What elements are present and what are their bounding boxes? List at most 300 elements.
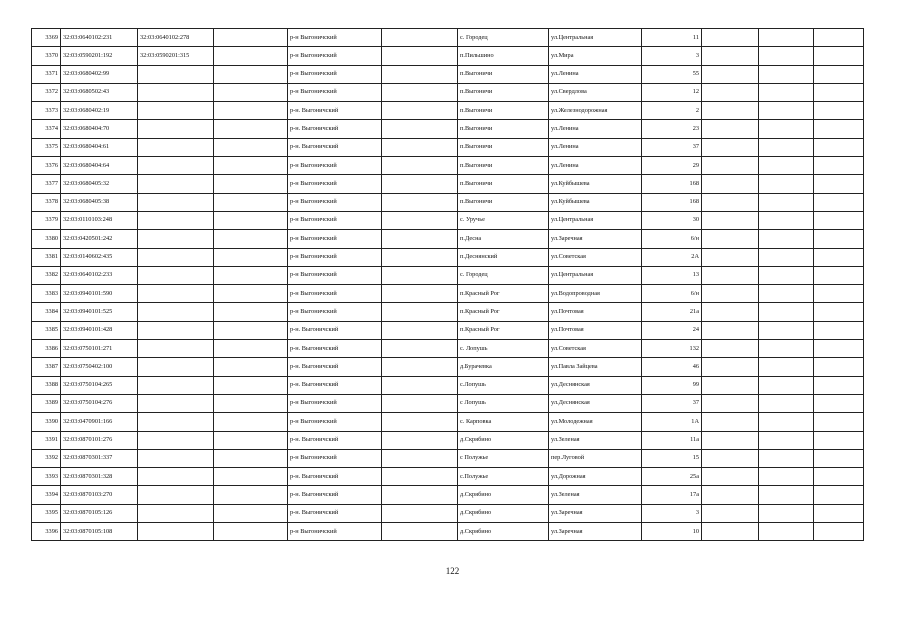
empty-cell	[382, 29, 458, 47]
district: р-н Выгоничский	[288, 65, 382, 83]
empty-cell	[759, 193, 814, 211]
row-number: 3387	[32, 358, 61, 376]
empty-cell	[759, 285, 814, 303]
table-row	[32, 449, 864, 467]
empty-cell	[814, 83, 864, 101]
empty-cell	[702, 285, 759, 303]
empty-cell	[702, 120, 759, 138]
empty-cell	[214, 65, 288, 83]
district: р-н. Выгоничский	[288, 120, 382, 138]
cadastral-number: 32:03:0870101:276	[61, 431, 138, 449]
empty-cell	[759, 394, 814, 412]
table-row	[32, 65, 864, 83]
row-number: 3388	[32, 376, 61, 394]
district: р-н Выгоничский	[288, 285, 382, 303]
house-number: 13	[642, 266, 702, 284]
empty-cell	[702, 193, 759, 211]
cadastral-number-2	[138, 486, 214, 504]
table-row	[32, 157, 864, 175]
cadastral-number: 32:03:0870105:126	[61, 504, 138, 522]
street: пер.Луговой	[549, 449, 642, 467]
row-number: 3389	[32, 394, 61, 412]
empty-cell	[214, 358, 288, 376]
house-number: 46	[642, 358, 702, 376]
cadastral-number-2	[138, 523, 214, 541]
empty-cell	[814, 303, 864, 321]
empty-cell	[382, 266, 458, 284]
empty-cell	[814, 175, 864, 193]
empty-cell	[814, 285, 864, 303]
empty-cell	[814, 504, 864, 522]
street: ул.Ленина	[549, 120, 642, 138]
cadastral-number: 32:03:0640102:233	[61, 266, 138, 284]
empty-cell	[214, 157, 288, 175]
house-number: 132	[642, 340, 702, 358]
cadastral-number-2	[138, 102, 214, 120]
cadastral-number: 32:03:0870301:328	[61, 468, 138, 486]
table-row	[32, 29, 864, 47]
empty-cell	[702, 358, 759, 376]
locality: с. Городец	[458, 29, 549, 47]
cadastral-number: 32:03:0680404:64	[61, 157, 138, 175]
cadastral-number: 32:03:0750402:100	[61, 358, 138, 376]
table-row	[32, 230, 864, 248]
street: ул.Дорожная	[549, 468, 642, 486]
row-number: 3377	[32, 175, 61, 193]
locality: п.Выгоничи	[458, 138, 549, 156]
empty-cell	[759, 138, 814, 156]
district: р-н Выгоничский	[288, 230, 382, 248]
empty-cell	[814, 193, 864, 211]
empty-cell	[214, 468, 288, 486]
empty-cell	[382, 468, 458, 486]
cadastral-number-2	[138, 266, 214, 284]
empty-cell	[382, 65, 458, 83]
table-row	[32, 211, 864, 229]
row-number: 3394	[32, 486, 61, 504]
cadastral-number-2	[138, 413, 214, 431]
locality: п.Выгоничи	[458, 102, 549, 120]
cadastral-number-2	[138, 193, 214, 211]
street: ул.Свердлова	[549, 83, 642, 101]
empty-cell	[702, 431, 759, 449]
district: р-н Выгоничский	[288, 47, 382, 65]
street: ул.Ленина	[549, 65, 642, 83]
house-number: 168	[642, 175, 702, 193]
street: ул.Ленина	[549, 138, 642, 156]
cadastral-number: 32:03:0470901:166	[61, 413, 138, 431]
locality: с. Карповка	[458, 413, 549, 431]
house-number: 6/н	[642, 230, 702, 248]
row-number: 3382	[32, 266, 61, 284]
cadastral-number: 32:03:0680405:32	[61, 175, 138, 193]
row-number: 3386	[32, 340, 61, 358]
district: р-н. Выгоничский	[288, 468, 382, 486]
locality: п.Десна	[458, 230, 549, 248]
cadastral-number: 32:03:0140602:435	[61, 248, 138, 266]
cadastral-number-2	[138, 83, 214, 101]
house-number: 2	[642, 102, 702, 120]
cadastral-number: 32:03:0680404:61	[61, 138, 138, 156]
empty-cell	[382, 340, 458, 358]
empty-cell	[702, 486, 759, 504]
table-row	[32, 193, 864, 211]
empty-cell	[759, 340, 814, 358]
empty-cell	[702, 523, 759, 541]
empty-cell	[814, 486, 864, 504]
cadastral-number: 32:03:0940101:590	[61, 285, 138, 303]
table-row	[32, 376, 864, 394]
empty-cell	[214, 102, 288, 120]
cadastral-number: 32:03:0680402:99	[61, 65, 138, 83]
row-number: 3369	[32, 29, 61, 47]
empty-cell	[702, 230, 759, 248]
empty-cell	[814, 248, 864, 266]
district: р-н. Выгоничский	[288, 431, 382, 449]
empty-cell	[702, 138, 759, 156]
row-number: 3392	[32, 449, 61, 467]
empty-cell	[214, 211, 288, 229]
table-row	[32, 175, 864, 193]
row-number: 3385	[32, 321, 61, 339]
table-row	[32, 394, 864, 412]
empty-cell	[382, 211, 458, 229]
empty-cell	[759, 358, 814, 376]
locality: с.Лопушь	[458, 376, 549, 394]
house-number: 15	[642, 449, 702, 467]
empty-cell	[702, 157, 759, 175]
table-row	[32, 523, 864, 541]
empty-cell	[759, 431, 814, 449]
cadastral-number-2	[138, 358, 214, 376]
street: ул.Центральная	[549, 29, 642, 47]
locality: п.Деснянский	[458, 248, 549, 266]
empty-cell	[214, 138, 288, 156]
locality: п.Выгоничи	[458, 175, 549, 193]
empty-cell	[702, 29, 759, 47]
cadastral-number-2	[138, 248, 214, 266]
empty-cell	[214, 431, 288, 449]
empty-cell	[814, 29, 864, 47]
row-number: 3393	[32, 468, 61, 486]
empty-cell	[382, 303, 458, 321]
empty-cell	[759, 248, 814, 266]
empty-cell	[702, 47, 759, 65]
empty-cell	[814, 138, 864, 156]
table-row	[32, 413, 864, 431]
cadastral-number: 32:03:0870103:270	[61, 486, 138, 504]
street: ул.Почтовая	[549, 321, 642, 339]
cadastral-number: 32:03:0680502:43	[61, 83, 138, 101]
house-number: 11а	[642, 431, 702, 449]
house-number: 10	[642, 523, 702, 541]
empty-cell	[382, 175, 458, 193]
district: р-н Выгоничский	[288, 157, 382, 175]
empty-cell	[702, 65, 759, 83]
cadastral-number-2	[138, 431, 214, 449]
empty-cell	[759, 211, 814, 229]
street: ул.Железнодорожная	[549, 102, 642, 120]
cadastral-number-2	[138, 157, 214, 175]
empty-cell	[759, 523, 814, 541]
cadastral-number-2	[138, 285, 214, 303]
empty-cell	[214, 394, 288, 412]
street: ул.Деснянская	[549, 394, 642, 412]
cadastral-number-2	[138, 120, 214, 138]
house-number: 25а	[642, 468, 702, 486]
empty-cell	[382, 504, 458, 522]
empty-cell	[814, 394, 864, 412]
district: р-н Выгоничский	[288, 449, 382, 467]
house-number: 37	[642, 138, 702, 156]
table-row	[32, 486, 864, 504]
district: р-н Выгоничский	[288, 394, 382, 412]
cadastral-number-2	[138, 340, 214, 358]
house-number: 29	[642, 157, 702, 175]
empty-cell	[214, 230, 288, 248]
row-number: 3383	[32, 285, 61, 303]
street: ул.Почтовая	[549, 303, 642, 321]
empty-cell	[759, 83, 814, 101]
empty-cell	[214, 47, 288, 65]
empty-cell	[214, 120, 288, 138]
empty-cell	[214, 266, 288, 284]
empty-cell	[214, 303, 288, 321]
street: ул.Куйбышева	[549, 193, 642, 211]
district: р-н. Выгоничский	[288, 102, 382, 120]
empty-cell	[759, 321, 814, 339]
empty-cell	[702, 468, 759, 486]
empty-cell	[814, 102, 864, 120]
row-number: 3371	[32, 65, 61, 83]
cadastral-number: 32:03:0750104:276	[61, 394, 138, 412]
empty-cell	[702, 413, 759, 431]
street: ул.Зеленая	[549, 486, 642, 504]
empty-cell	[382, 285, 458, 303]
empty-cell	[214, 321, 288, 339]
empty-cell	[702, 449, 759, 467]
cadastral-number-2	[138, 211, 214, 229]
locality: п.Пильшино	[458, 47, 549, 65]
cadastral-number: 32:03:0680404:70	[61, 120, 138, 138]
empty-cell	[759, 413, 814, 431]
district: р-н Выгоничский	[288, 303, 382, 321]
table-row	[32, 47, 864, 65]
district: р-н Выгоничский	[288, 211, 382, 229]
table-row	[32, 468, 864, 486]
table-row	[32, 102, 864, 120]
empty-cell	[382, 157, 458, 175]
cadastral-number-2	[138, 394, 214, 412]
locality: д.Скрябино	[458, 486, 549, 504]
empty-cell	[814, 65, 864, 83]
empty-cell	[382, 321, 458, 339]
row-number: 3376	[32, 157, 61, 175]
district: р-н Выгоничский	[288, 248, 382, 266]
empty-cell	[702, 376, 759, 394]
empty-cell	[759, 29, 814, 47]
row-number: 3384	[32, 303, 61, 321]
empty-cell	[759, 449, 814, 467]
empty-cell	[759, 120, 814, 138]
cadastral-number: 32:03:0870301:337	[61, 449, 138, 467]
cadastral-number: 32:03:0680402:19	[61, 102, 138, 120]
cadastral-number: 32:03:0750104:265	[61, 376, 138, 394]
house-number: 21а	[642, 303, 702, 321]
empty-cell	[814, 413, 864, 431]
district: р-н. Выгоничский	[288, 340, 382, 358]
row-number: 3380	[32, 230, 61, 248]
locality: с.Полужье	[458, 468, 549, 486]
row-number: 3374	[32, 120, 61, 138]
district: р-н. Выгоничский	[288, 376, 382, 394]
property-register-table	[31, 28, 864, 541]
empty-cell	[214, 449, 288, 467]
empty-cell	[702, 321, 759, 339]
street: ул.Советская	[549, 248, 642, 266]
empty-cell	[759, 468, 814, 486]
locality: с. Лопушь	[458, 340, 549, 358]
house-number: 6/н	[642, 285, 702, 303]
locality: с. Городец	[458, 266, 549, 284]
empty-cell	[702, 394, 759, 412]
row-number: 3381	[32, 248, 61, 266]
empty-cell	[702, 340, 759, 358]
empty-cell	[814, 376, 864, 394]
empty-cell	[759, 175, 814, 193]
cadastral-number-2	[138, 175, 214, 193]
district: р-н Выгоничский	[288, 175, 382, 193]
empty-cell	[382, 358, 458, 376]
house-number: 17а	[642, 486, 702, 504]
table-row	[32, 504, 864, 522]
street: ул.Куйбышева	[549, 175, 642, 193]
street: ул.Молодежная	[549, 413, 642, 431]
street: ул.Центральная	[549, 266, 642, 284]
empty-cell	[814, 468, 864, 486]
locality: с Лопушь	[458, 394, 549, 412]
empty-cell	[759, 486, 814, 504]
house-number: 3	[642, 47, 702, 65]
empty-cell	[214, 175, 288, 193]
register-body	[32, 29, 864, 541]
empty-cell	[702, 175, 759, 193]
empty-cell	[759, 102, 814, 120]
cadastral-number-2	[138, 138, 214, 156]
empty-cell	[382, 138, 458, 156]
cadastral-number: 32:03:0640102:231	[61, 29, 138, 47]
register-sheet	[31, 28, 864, 541]
empty-cell	[214, 376, 288, 394]
row-number: 3396	[32, 523, 61, 541]
locality: п.Красный Рог	[458, 321, 549, 339]
empty-cell	[382, 449, 458, 467]
empty-cell	[382, 431, 458, 449]
house-number: 168	[642, 193, 702, 211]
empty-cell	[759, 504, 814, 522]
street: ул.Центральная	[549, 211, 642, 229]
cadastral-number-2	[138, 376, 214, 394]
cadastral-number: 32:03:0940101:525	[61, 303, 138, 321]
empty-cell	[382, 523, 458, 541]
empty-cell	[814, 266, 864, 284]
district: р-н. Выгоничский	[288, 321, 382, 339]
locality: д.Скрябино	[458, 504, 549, 522]
table-row	[32, 248, 864, 266]
district: р-н. Выгоничский	[288, 504, 382, 522]
empty-cell	[702, 248, 759, 266]
empty-cell	[759, 230, 814, 248]
cadastral-number-2	[138, 230, 214, 248]
page-number: 122	[445, 566, 460, 576]
district: р-н Выгоничский	[288, 266, 382, 284]
row-number: 3391	[32, 431, 61, 449]
district: р-н Выгоничский	[288, 29, 382, 47]
empty-cell	[382, 193, 458, 211]
table-row	[32, 340, 864, 358]
district: р-н. Выгоничский	[288, 358, 382, 376]
empty-cell	[814, 230, 864, 248]
cadastral-number-2	[138, 468, 214, 486]
locality: п.Красный Рог	[458, 303, 549, 321]
cadastral-number-2: 32:03:0590201:315	[138, 47, 214, 65]
street: ул.Деснянская	[549, 376, 642, 394]
empty-cell	[214, 83, 288, 101]
empty-cell	[814, 523, 864, 541]
cadastral-number: 32:03:0680405:38	[61, 193, 138, 211]
house-number: 30	[642, 211, 702, 229]
street: ул.Водопроводная	[549, 285, 642, 303]
table-row	[32, 303, 864, 321]
empty-cell	[214, 340, 288, 358]
row-number: 3375	[32, 138, 61, 156]
empty-cell	[214, 248, 288, 266]
empty-cell	[759, 303, 814, 321]
empty-cell	[759, 266, 814, 284]
cadastral-number-2	[138, 321, 214, 339]
empty-cell	[382, 83, 458, 101]
locality: д.Бурачевка	[458, 358, 549, 376]
empty-cell	[814, 449, 864, 467]
empty-cell	[214, 523, 288, 541]
empty-cell	[702, 102, 759, 120]
cadastral-number: 32:03:0940101:428	[61, 321, 138, 339]
street: ул.Павла Зайцева	[549, 358, 642, 376]
empty-cell	[214, 193, 288, 211]
cadastral-number-2: 32:03:0640102:278	[138, 29, 214, 47]
street: ул.Советская	[549, 340, 642, 358]
cadastral-number-2	[138, 504, 214, 522]
empty-cell	[382, 230, 458, 248]
cadastral-number: 32:03:0870105:108	[61, 523, 138, 541]
row-number: 3372	[32, 83, 61, 101]
house-number: 11	[642, 29, 702, 47]
row-number: 3395	[32, 504, 61, 522]
cadastral-number: 32:03:0110103:248	[61, 211, 138, 229]
row-number: 3373	[32, 102, 61, 120]
empty-cell	[814, 157, 864, 175]
empty-cell	[382, 248, 458, 266]
empty-cell	[702, 211, 759, 229]
house-number: 2А	[642, 248, 702, 266]
table-row	[32, 321, 864, 339]
empty-cell	[382, 47, 458, 65]
empty-cell	[814, 358, 864, 376]
locality: п.Выгоничи	[458, 83, 549, 101]
cadastral-number: 32:03:0420501:242	[61, 230, 138, 248]
empty-cell	[382, 413, 458, 431]
empty-cell	[702, 83, 759, 101]
